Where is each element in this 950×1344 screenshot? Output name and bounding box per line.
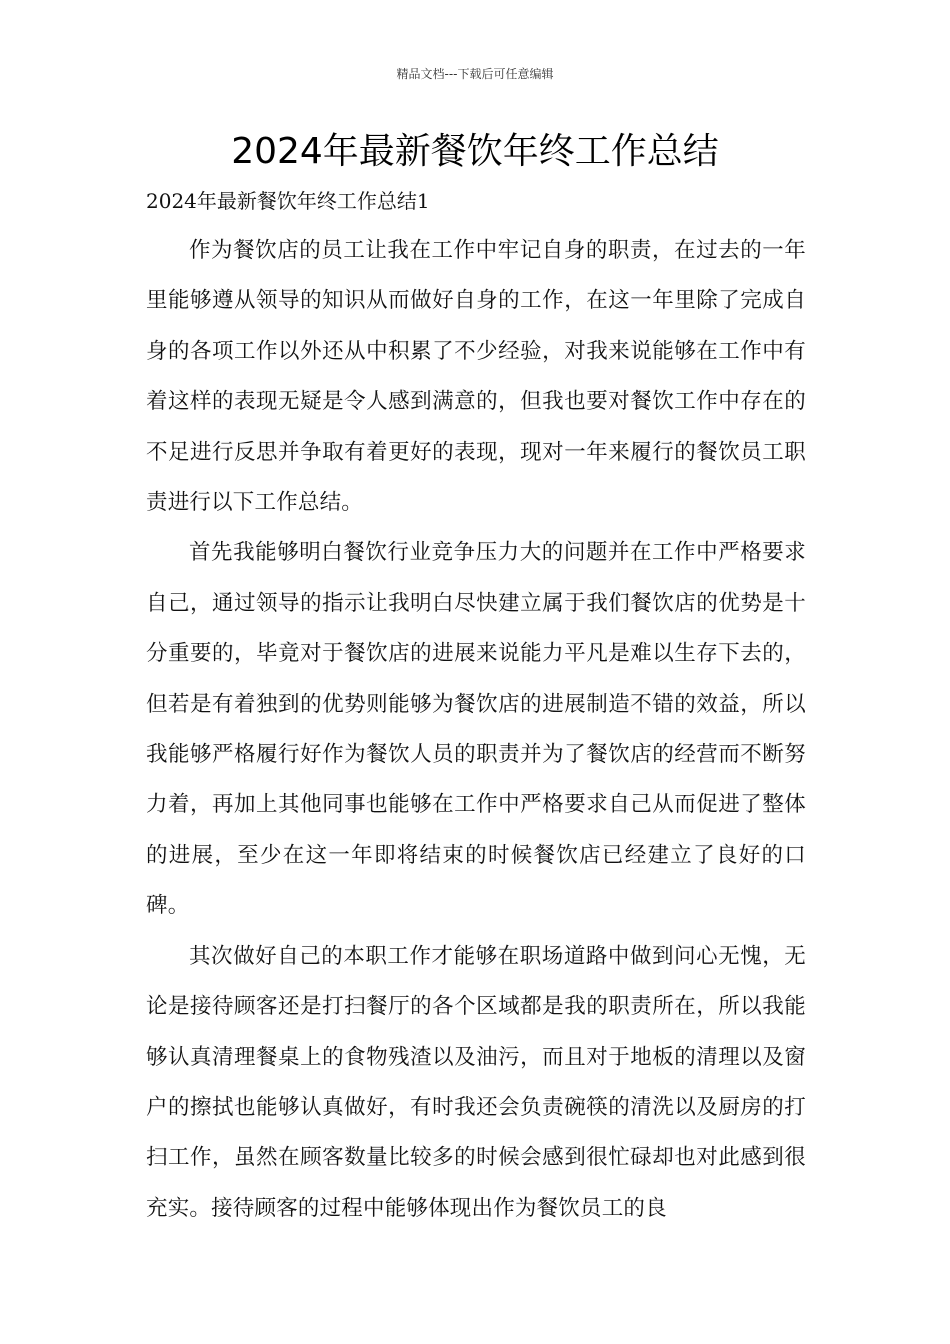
paragraph-2: 首先我能够明白餐饮行业竞争压力大的问题并在工作中严格要求自己，通过领导的指示让我明白尽快建立属于我们餐饮店的优势是十分重要的，毕竟对于餐饮店的进展来说能力平凡是难以生存下去的，但若是有着独到的优势则能够为餐饮店的进展制造不错的效益，所以我能够严格履行好作为餐饮人员的职责并为了餐饮店的经营而不断努力着，再加上其他同事也能够在工作中严格要求自己从而促进了整体的进展，至少在这一年即将结束的时候餐饮店已经建立了良好的口碑。 <box>146 540 806 919</box>
document-title: 2024年最新餐饮年终工作总结 <box>231 131 719 172</box>
header-note: 精品文档---下载后可任意编辑 <box>396 67 554 81</box>
document-subtitle: 2024年最新餐饮年终工作总结1 <box>146 189 430 213</box>
paragraph-1: 作为餐饮店的员工让我在工作中牢记自身的职责，在过去的一年里能够遵从领导的知识从而做好自身的工作，在这一年里除了完成自身的各项工作以外还从中积累了不少经验，对我来说能够在工作中有着这样的表现无疑是令人感到满意的，但我也要对餐饮工作中存在的不足进行反思并争取有着更好的表现，现对一年来履行的餐饮员工职责进行以下工作总结。 <box>146 238 806 516</box>
paragraph-3: 其次做好自己的本职工作才能够在职场道路中做到问心无愧，无论是接待顾客还是打扫餐厅的各个区域都是我的职责所在，所以我能够认真清理餐桌上的食物残渣以及油污，而且对于地板的清理以及窗户的擦拭也能够认真做好，有时我还会负责碗筷的清洗以及厨房的打扫工作，虽然在顾客数量比较多的时候会感到很忙碌却也对此感到很充实。接待顾客的过程中能够体现出作为餐饮员工的良 <box>146 943 806 1221</box>
document-body <box>146 226 806 1234</box>
